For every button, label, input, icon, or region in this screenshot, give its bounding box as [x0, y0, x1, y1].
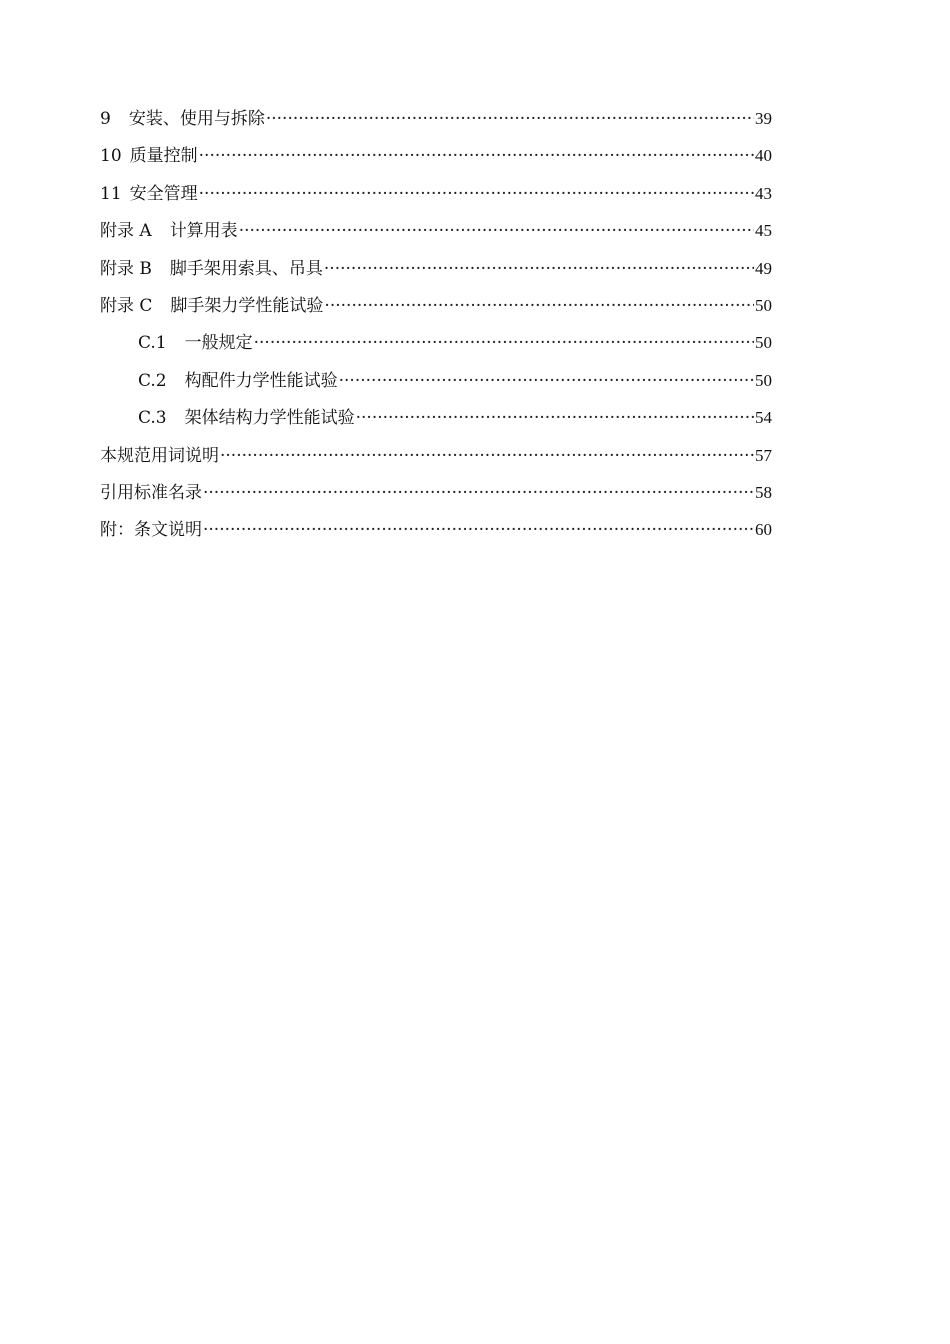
toc-entry-title: 脚手架用索具、吊具	[169, 258, 323, 279]
toc-entry-page: 45	[755, 221, 772, 241]
toc-entry-page: 50	[755, 295, 772, 315]
toc-entry-number: 附录 A	[100, 221, 152, 242]
toc-entry-number: C.2	[138, 370, 167, 391]
toc-entry-c2[interactable]	[100, 366, 772, 403]
toc-entry-page: 54	[755, 408, 772, 428]
toc-entry-appendix-c[interactable]	[100, 291, 772, 328]
toc-entry-page: 43	[755, 183, 772, 203]
toc-entry-page: 50	[755, 333, 772, 353]
toc-entry-c1[interactable]	[100, 328, 772, 365]
toc-leader-dots	[220, 446, 754, 466]
toc-entry-page: 57	[755, 445, 772, 465]
toc-leader-dots	[203, 520, 754, 540]
toc-entry-page: 50	[755, 370, 772, 390]
toc-entry-page: 39	[755, 109, 772, 128]
toc-entry-appendix-b[interactable]	[100, 254, 772, 291]
toc-leader-dots	[239, 221, 754, 241]
toc-entry-title: 安装、使用与拆除	[128, 109, 265, 129]
toc-leader-dots	[199, 146, 754, 166]
toc-entry-page: 60	[755, 520, 772, 540]
toc-entry-title: 一般规定	[184, 333, 253, 354]
toc-entry-page: 40	[755, 146, 772, 166]
toc-entry-title: 计算用表	[169, 221, 238, 242]
toc-entry-c3[interactable]	[100, 403, 772, 440]
toc-leader-dots	[254, 333, 754, 353]
toc-leader-dots	[339, 371, 754, 391]
toc-entry-number: 10	[100, 146, 122, 167]
toc-entry-clause-explanation[interactable]	[100, 515, 772, 552]
toc-entry-number: C.1	[138, 333, 167, 354]
table-of-contents	[100, 104, 772, 553]
toc-leader-dots	[356, 408, 754, 428]
toc-entry-appendix-a[interactable]	[100, 216, 772, 253]
toc-entry-number: 附录 C	[100, 295, 153, 316]
toc-entry-11[interactable]	[100, 179, 772, 216]
toc-entry-10[interactable]	[100, 141, 772, 178]
toc-leader-dots	[266, 109, 754, 129]
toc-entry-title: 构配件力学性能试验	[184, 370, 338, 391]
toc-entry-page: 49	[755, 258, 772, 278]
toc-entry-title: 引用标准名录	[100, 482, 202, 503]
toc-entry-9[interactable]	[100, 104, 772, 141]
toc-leader-dots	[199, 184, 754, 204]
toc-entry-title: 脚手架力学性能试验	[170, 295, 324, 316]
toc-entry-title: 本规范用词说明	[100, 445, 219, 466]
toc-entry-number: C.3	[138, 408, 167, 429]
toc-entry-number: 11	[100, 183, 122, 204]
toc-entry-title: 架体结构力学性能试验	[184, 408, 355, 429]
toc-entry-referenced-standards[interactable]	[100, 478, 772, 515]
toc-entry-page: 58	[755, 482, 772, 502]
toc-entry-number: 附录 B	[100, 258, 152, 279]
toc-entry-title: 附：条文说明	[100, 520, 202, 541]
toc-entry-title: 质量控制	[129, 146, 198, 167]
toc-leader-dots	[324, 296, 754, 316]
toc-entry-title: 安全管理	[129, 183, 198, 204]
toc-entry-number: 9	[100, 109, 111, 129]
toc-leader-dots	[203, 483, 754, 503]
toc-leader-dots	[324, 259, 754, 279]
toc-entry-wording-explanation[interactable]	[100, 441, 772, 478]
